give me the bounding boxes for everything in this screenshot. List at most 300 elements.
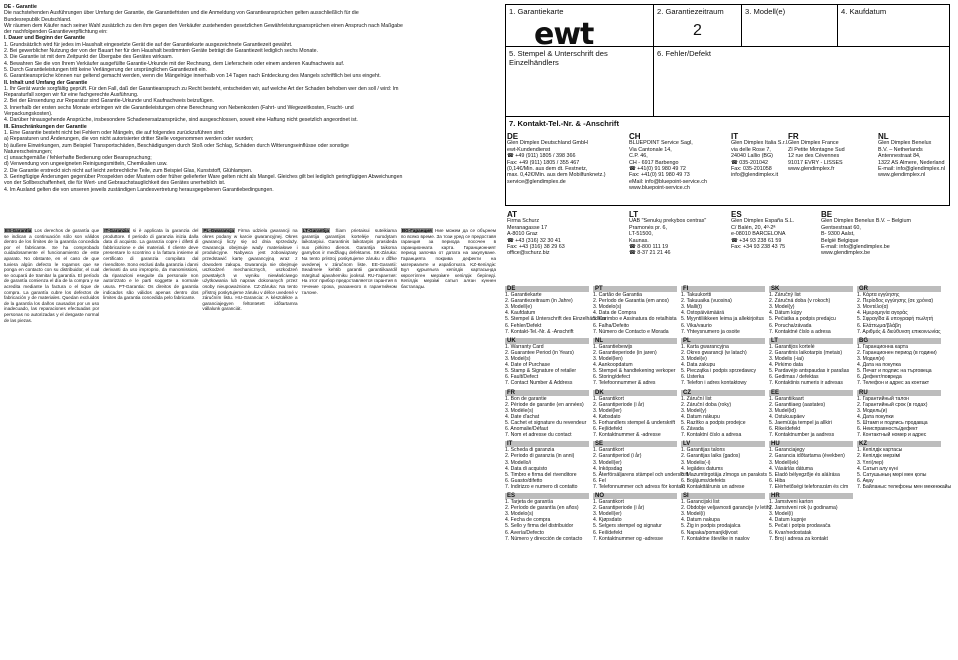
distributor-line: Glen Dimplex España S.L. — [731, 218, 795, 225]
language-legend-item: 3. Modelis(-i) — [681, 459, 711, 466]
language-legend-item: 7. Kontaktnummer og -adresse — [593, 535, 663, 542]
language-legend-item: 1. Кепілдік картасы — [857, 447, 903, 454]
distributor-line: Pramonės pr. 6, — [629, 224, 668, 231]
language-legend-column — [681, 283, 772, 542]
language-legend-item: 2. Garantiperiode (i år) — [593, 505, 645, 512]
language-code-header: NL — [593, 338, 677, 344]
warranty-line: von der Sollbeschaffenheit, die für Wert- und Gebrauchstauglichkeit des Gerätes unerheblich ist. — [4, 180, 226, 187]
language-legend-item: 5. Forhandlers stempel & underskrift — [593, 419, 676, 426]
distributor-country-code: BE — [821, 210, 833, 219]
language-legend-item: 2. Guarantee Period (in Years) — [505, 349, 574, 356]
distributor-line: Glen Dimplex Italia S.r.l. — [731, 140, 789, 147]
form-label-retailer-stamp: 5. Stempel & Unterschrift des Einzelhändlers — [509, 49, 608, 67]
language-column — [202, 228, 297, 658]
language-legend-item: 5. Stempel & handtekening verkoper — [593, 368, 676, 375]
language-legend-item: 6. Feil/defekt — [593, 529, 623, 536]
language-legend-item: 5. Eladó bélyegzője és aláírása — [769, 471, 840, 478]
language-legend-item: 1. Garanciajegy — [769, 447, 805, 454]
language-legend-item: 3. Modelo(s) — [593, 304, 622, 311]
distributor-line: ☎ +49 (911) 1805 / 398 366 — [507, 153, 576, 160]
warranty-line: Wir räumen dem Käufer nach seiner Wahl zusätzlich zu den ihm gegen den Verkäufer zustehenden gesetzlichen Gewährleistungsansprüchen einen Anspruch nach Maßgabe — [4, 22, 403, 29]
language-legend-item: 6. Vika/vaurio — [681, 322, 712, 329]
language-legend-item: 4. Ημερομηνία αγοράς — [857, 310, 908, 317]
language-legend-item: 6. Ελάττωμα/βλάβη — [857, 322, 901, 329]
warranty-line: d) Verwendung von ungeeigneten Reinigungsmitteln, Chemikalien usw. — [4, 161, 168, 168]
language-legend-item: 6. Неисправность/дефект — [857, 426, 918, 433]
language-legend-item: 7. Kontaktnummer & -adresse — [593, 432, 661, 439]
language-legend-item: 4. Kaufdatum — [505, 310, 536, 317]
language-legend-item: 1. Záručný list — [769, 292, 801, 299]
language-legend-item: 1. Scheda di garanzia — [505, 447, 555, 454]
language-legend-item: 3. Model(e) — [681, 356, 707, 363]
warranty-line: b) äußere Einwirkungen, zum Beispiel Transportschäden, Beschädigungen durch Stoß oder Schlag, Schäden durch Witterungseinflüsse oder sonstige — [4, 142, 349, 149]
language-legend-item: 3. Model(i) — [769, 511, 794, 518]
language-legend-item: 6. Rike/defekt — [769, 426, 801, 433]
language-code-header: PL — [681, 338, 765, 344]
language-legend-item: 5. Stempel & Unterschrift des Einzelhändlers — [505, 316, 607, 323]
language-legend-item: 2. Garantinis laikotarpis (metais) — [769, 349, 843, 356]
language-legend-item: 2. Περίοδος εγγύησης (σε χρόνια) — [857, 298, 934, 305]
language-legend-item: 6. Anomalie/Défaut — [505, 426, 549, 433]
language-legend-item: 2. Záručná doba (v rokoch) — [769, 298, 831, 305]
distributor-line: Via Cantonale 14, — [629, 146, 672, 153]
language-legend-item: 6. Kvar/nedostatak — [769, 529, 812, 536]
language-legend-item: 4. Inköpsdag — [593, 465, 623, 472]
language-legend-item: 2. Takuuaika (vuosina) — [681, 298, 732, 305]
warranty-line: 4. Bewahren Sie die von Ihrem Verkäufer ausgefüllte Garantie-Urkunde mit der Rechnung, dem Lieferschein oder einem anderen Kaufnachweis auf. — [4, 60, 345, 67]
warranty-line: 3. Die Garantie ist mit dem Zeitpunkt der Übergabe des Gerätes wirksam. — [4, 54, 173, 61]
language-legend-item: 6. Ақау — [857, 477, 874, 484]
warranty-line: Bundesrepublik Deutschland. — [4, 16, 72, 23]
form-cell-warranty-card[interactable] — [506, 5, 654, 52]
distributor-line: BLUEPOINT Service Sagl, — [629, 140, 693, 147]
language-legend-item: 2. Periodo di garanzia (in anni) — [505, 453, 575, 460]
language-legend-item: 4. Ostukuupäev — [769, 413, 805, 420]
distributor-line: service@glendimplex.de — [507, 178, 566, 185]
language-legend-item: 6. Bojājums/defekts — [681, 477, 726, 484]
language-legend-item: 1. Jamstveni karton — [769, 499, 814, 506]
language-legend-item: 1. Garantijas talons — [681, 447, 725, 454]
distributor-country-code: IT — [731, 132, 739, 141]
language-legend-item: 4. Date d'achat — [505, 413, 540, 420]
language-legend-item: 5. Carimbo e Assinatura do retalhista — [593, 316, 677, 323]
language-legend-item: 6. Fehler/Defekt — [505, 322, 542, 329]
warranty-line: Naturerscheinungen; — [4, 148, 53, 155]
language-legend-item: 4. Vásárlás dátuma — [769, 465, 813, 472]
language-code-header: RU — [857, 390, 941, 396]
language-legend-item: 4. Iegādes datums — [681, 465, 723, 472]
language-legend-item: 3. Модель(и) — [857, 407, 888, 414]
form-cell-fault[interactable] — [654, 47, 949, 117]
language-code-header: FR — [505, 390, 589, 396]
warranty-line: der nachfolgenden Garantieverpflichtung ein: — [4, 29, 108, 36]
distributors-row-1 — [507, 134, 958, 192]
language-code-header: PT — [593, 286, 677, 292]
language-code-header: UK — [505, 338, 589, 344]
distributor-line: www.glendimplex.nl — [878, 172, 926, 179]
distributor-line: e-08010 BARCELONA — [731, 231, 786, 238]
warranty-title: DE - Garantie — [4, 4, 37, 10]
warranty-line: 4. Im Ausland gelten die von unseren jeweils zuständigen Landesvertretung herausgegebenen Garantiebedingungen. — [4, 186, 274, 193]
language-legend-item: 2. Garantiperiod (i år) — [593, 453, 642, 460]
distributor-be — [821, 212, 956, 257]
language-legend-item: 1. Garantikort — [593, 447, 624, 454]
form-cell-purchase-date[interactable] — [838, 5, 949, 47]
language-column — [302, 228, 397, 658]
warranty-line: 4. Darüber hinausgehende Ansprüche, insbesondere Schadenersatzansprüche, sind ausgeschlossen, soweit eine Haftung nicht gesetzlich angeordnet ist. — [4, 117, 358, 124]
distributor-line: ☎ 035-201042 — [731, 159, 768, 166]
distributor-line: Antennestraat 84, — [878, 153, 921, 160]
language-legend-item: 7. Контактный номер и адрес — [857, 432, 927, 439]
language-legend-item: 7. Indirizzo e numero di contatto — [505, 483, 578, 490]
language-legend-item: 7. Kontakt-Tel.-Nr. & -Anschrift — [505, 328, 574, 335]
language-column-tag: LT-Garantija — [302, 228, 330, 233]
form-cell-models[interactable] — [742, 5, 838, 47]
language-legend-item: 2. Período de garantía (en años) — [505, 505, 579, 512]
distributor-line: info@glendimplex.it — [731, 172, 779, 179]
distributor-country-code: CH — [629, 132, 641, 141]
language-legend-item: 7. Número de Contacto e Morada — [593, 328, 669, 335]
language-column — [401, 228, 496, 658]
warranty-line: 6. Garantieansprüche können nur geltend gemacht werden, wenn die Mängelrüge innerhalb von 14 Tagen nach Entdeckung des Mangels schriftlich bei uns eingeht. — [4, 73, 381, 80]
distributor-line: CH - 6917 Barbengo — [629, 159, 679, 166]
language-legend-item: 5. Pečiatka a podpis predajcu — [769, 316, 836, 323]
language-legend-item: 6. Napaka/pomanjkljivost — [681, 529, 738, 536]
language-column-text: Ние можем да се обърнем по всяко време. За този уред се предоставя гаранция за периода посочен в гаранционната карта. Гаранционният период започва от датата на закупуване. Гаранцията покрива дефекти на материалите и изработката. KZ-Кепілдік: Бұл құрылғыға кепілдік картасында көрсетілген мерзімге кепілдік беріледі. Кепілдік мерзімі сатып алған күннен басталады. — [400, 228, 497, 289]
language-legend-item: 1. Garantiekarte — [505, 292, 542, 299]
language-legend-column — [769, 283, 853, 542]
language-legend-item: 7. Αριθμός & διεύθυνση επικοινωνίας — [857, 328, 941, 335]
language-legend-item: 2. Período de Garantia (em anos) — [593, 298, 669, 305]
warranty-line: 2. Bei gewerblicher Nutzung der von der Bauart her für den Haushalt bestimmten Geräte beträgt die Garantiezeit lediglich sechs Monate. — [4, 48, 319, 55]
language-legend-item: 5. Pardavėjo antspaudas ir parašas — [769, 368, 850, 375]
language-legend-item: 4. Pirkimo data — [769, 362, 803, 369]
language-legend-item: 3. Үлгі(лер) — [857, 459, 884, 466]
distributor-country-code: NL — [878, 132, 889, 141]
language-legend-item: 5. Pečat i potpis prodavača — [769, 523, 831, 530]
distributor-line: eMail: info@bluepoint-service.ch — [629, 178, 707, 185]
language-legend-item: 4. Dátum kúpy — [769, 310, 802, 317]
language-legend-item: 4. Сатып алу күні — [857, 465, 898, 472]
form-label-models: 3. Modell(e) — [745, 7, 786, 16]
language-legend-item: 1. Cartão de Garantia — [593, 292, 642, 299]
form-label-purchase-date: 4. Kaufdatum — [841, 7, 887, 16]
language-legend-item: 3. Model(s) — [505, 356, 531, 363]
language-legend-item: 6. Guasto/difetto — [505, 477, 543, 484]
language-legend-item: 1. Гарантийный талон — [857, 395, 909, 402]
language-legend-item: 2. Période de garantie (en années) — [505, 401, 584, 408]
language-code-header: GR — [857, 286, 941, 292]
language-code-header: LT — [769, 338, 853, 344]
distributor-line: 24040 Lallio (BG) — [731, 153, 773, 160]
language-column-text: Los derechos de garantía que se indican a continuación sólo son válidos dentro de los límites de la garantía concedida por el fabricante. Se ha comprobado cuidadosamente el funcionamiento de este aparato. No obstante, en el caso de que tuviera algún defecto le rogamos que se ponga en contacto con su distribuidor, el cual se ocupará de tramitar la garantía. El período de garantía comienza el día de la compra y se acredita mediante la factura o el tique de compra. La garantía cubre los defectos de fabricación y de materiales. Quedan excluidos de la garantía los daños causados por un uso inadecuado, las reparaciones efectuadas por personas no autorizadas y el desgaste normal de las piezas. — [4, 228, 100, 323]
distributor-line: LT-51500, — [629, 231, 653, 238]
distributor-line: max. 0,42€/Min. aus dem Mobilfunknetz.) — [507, 172, 606, 179]
language-column-tag: PL-Gwarancja — [203, 228, 235, 233]
warranty-line: Die nachstehenden Ausführungen über Umfang der Garantie, die Garantiefristen und die Anmeldung von Garantieansprüchen gelten ausschließlich für die — [4, 10, 359, 17]
language-code-header: ES — [505, 493, 589, 499]
language-legend-item: 1. Garantijos kortelė — [769, 343, 815, 350]
warranty-line: 3. Geringfügige Änderungen gegenüber Prospekten oder Mustern oder früher gelieferter Ware gelten nicht als Mangel. Gleiches gilt bei lediglich geringfügigen Abweichungen — [4, 174, 403, 181]
distributor-nl — [878, 134, 958, 192]
distributor-line: C/ Balén, 20, 4º-2ª — [731, 224, 776, 231]
language-legend-item: 3. Model(i) — [681, 511, 706, 518]
warranty-line: 2. Die Garantie erstreckt sich nicht auf leicht zerbrechliche Teile, zum Beispiel Glas, Kunststoff, Glühlampen. — [4, 167, 253, 174]
warranty-line: II. Inhalt und Umfang der Garantie — [4, 79, 88, 86]
language-legend-item: 5. Sello y firma del distribuidor — [505, 523, 574, 530]
warranty-line: 1. Eine Garantie besteht nicht bei Fehlern oder Mängeln, die auf folgendes zurückzuführen sind: — [4, 129, 225, 136]
language-column-text: si è applicata la garanzia del produttore. Il periodo di garanzia inizia dalla data di acquisto. La garanzia copre i difetti di fabbricazione e dei materiali. Il cliente deve presentare lo scontrino o la fattura insieme al certificato di garanzia compilato dal rivenditore. Sono esclusi dalla garanzia i danni derivanti da uso improprio, da manomissioni, da riparazioni eseguite da personale non autorizzato e le parti soggette a normale usura. PT-Garantia: Os direitos de garantia indicados são válidos apenas dentro dos limites da garantia concedida pelo fabricante. — [103, 228, 199, 301]
language-legend-item: 1. Garantiikaart — [769, 395, 804, 402]
language-code-header: SI — [681, 493, 765, 499]
distributor-it — [731, 134, 788, 192]
language-legend-item: 4. Kjøpsdato — [593, 517, 622, 524]
language-legend-item: 1. Takuukortti — [681, 292, 712, 299]
distributor-line: B.V. – Netherlands — [878, 146, 923, 153]
ewt-logo: ewt — [534, 17, 594, 52]
language-legend-item: 2. Garantieperiode (in jaren) — [593, 349, 657, 356]
language-legend-item: 6. Porucha/závada — [769, 322, 812, 329]
distributor-de — [507, 134, 629, 192]
language-legend-item: 7. Байланыс телефоны мен мекенжайы — [857, 483, 952, 490]
distributor-line: ☎ 8-800 111 19 — [629, 244, 669, 251]
language-code-header: IT — [505, 441, 589, 447]
language-legend-item: 3. Modell(er) — [593, 459, 622, 466]
language-legend-item: 4. Data zakupu — [681, 362, 716, 369]
distributor-line: www.bluepoint-service.ch — [629, 185, 690, 192]
language-legend-item: 4. Datum kupnje — [769, 517, 807, 524]
distributor-line: 12 rue des Cévennes — [788, 153, 840, 160]
warranty-text-block — [4, 4, 496, 193]
language-legend-item: 3. Model(y) — [681, 407, 707, 414]
language-legend-item: 6. Fel — [593, 477, 606, 484]
language-legend-item: 1. Garantikort — [593, 395, 624, 402]
language-legend-item: 2. Garantiezeitraum (in Jahre) — [505, 298, 573, 305]
language-legend-item: 2. Кепілдік мерзімі — [857, 453, 901, 460]
language-legend-item: 7. Yhteysnumero ja osoite — [681, 328, 740, 335]
language-legend-item: 5. Pieczątka i podpis sprzedawcy — [681, 368, 757, 375]
language-code-header: DK — [593, 390, 677, 396]
language-legend-item: 4. Data de Compra — [593, 310, 637, 317]
distributor-line: ☎ +34 93 238 61 59 — [731, 237, 782, 244]
language-legend-item: 4. Datum nákupu — [681, 413, 720, 420]
language-legend-item: 2. Okres gwarancji (w latach) — [681, 349, 747, 356]
distributor-line: 91017 EVRY - LISSES — [788, 159, 843, 166]
language-legend-item: 6. Gedimas / defektas — [769, 374, 819, 381]
language-legend-item: 7. Kontaktinis numeris ir adresas — [769, 380, 843, 387]
warranty-line: c) unsachgemäße / fehlerhafte Bedienung oder Beanspruchung; — [4, 155, 152, 162]
language-legend-item: 6. Avería/Defecto — [505, 529, 544, 536]
multilingual-columns — [4, 228, 496, 658]
form-label-warranty-card: 1. Garantiekarte — [509, 7, 564, 16]
language-legend-item: 1. Гаранционна карта — [857, 343, 908, 350]
distributor-line: België Belgique — [821, 237, 859, 244]
language-legend-item: 7. Broj i adresa za kontakt — [769, 535, 828, 542]
language-legend-item: 6. Дефект/повреда — [857, 374, 902, 381]
distributor-line: 1322 AS Almere, Nederland — [878, 159, 945, 166]
language-legend-item: 7. Contact Number & Address — [505, 380, 573, 387]
language-legend-item: 1. Garantiebewijs — [593, 343, 633, 350]
language-column-tag: IT-Garanzia — [104, 228, 129, 233]
distributor-line: Gentsestraat 60, — [821, 224, 861, 231]
language-legend-item: 4. Datum nakupa — [681, 517, 720, 524]
language-code-header: BG — [857, 338, 941, 344]
language-legend-item: 5. Jaemüüja tempel ja allkiri — [769, 419, 832, 426]
language-legend-item: 2. Garantiperiode (i år) — [593, 401, 645, 408]
distributor-lt — [629, 212, 731, 257]
warranty-line: 2. Bei der Einsendung zur Reparatur sind Garantie-Urkunde und Kaufnachweis beizufügen. — [4, 98, 214, 105]
distributor-line: ☎ 8-37 21 21 46 — [629, 250, 671, 257]
language-legend-item: 4. Købsdato — [593, 413, 621, 420]
language-legend-item: 3. Model(y) — [769, 304, 795, 311]
language-legend-item: 1. Karta gwarancyjna — [681, 343, 729, 350]
distributor-es — [731, 212, 821, 257]
language-legend-item: 4. Дата на покупка — [857, 362, 901, 369]
language-legend-item: 4. Fecha de compra — [505, 517, 551, 524]
language-legend-item: 3. Modell(er) — [593, 511, 622, 518]
warranty-line: 1. Grundsätzlich wird für jedes im Haushalt eingesetzte Gerät die auf der Garantiekarte ausgezeichnete Garantiezeit gewährt. — [4, 41, 293, 48]
language-code-header: FI — [681, 286, 765, 292]
language-code-header: DE — [505, 286, 589, 292]
language-code-header: SK — [769, 286, 853, 292]
language-legend-item: 6. Hiba — [769, 477, 786, 484]
language-legend-item: 3. Модел(и) — [857, 356, 885, 363]
warranty-line: 1. Ihr Gerät wurde sorgfältig geprüft. Für den Fall, daß der Garantieanspruch zu Recht besteht, entscheiden wir, auf welche Art der Schaden behoben wer den soll / wird: Im — [4, 85, 399, 92]
form-cell-retailer-stamp[interactable] — [506, 47, 654, 117]
form-cell-guarantee-period[interactable] — [654, 5, 742, 47]
language-legend-item: 3. Modelis (-iai) — [769, 356, 804, 363]
distributor-line: Fax: 035-201058 — [731, 166, 772, 173]
language-legend-item: 7. Kontaktní číslo a adresa — [681, 432, 742, 439]
guarantee-period-value: 2 — [693, 22, 702, 39]
distributor-line: Glen Dimplex Benelux — [878, 140, 932, 147]
language-legend-item: 4. Ostopäivämäärä — [681, 310, 725, 317]
language-legend-item: 5. Myyntiliikkeen leima ja allekirjoitus — [681, 316, 764, 323]
language-legend-item: 1. Garancijski list — [681, 499, 720, 506]
language-legend-item: 5. Печат и подпис на търговеца — [857, 368, 932, 375]
warranty-line: Reparaturfall sorgen wir für eine fachgerechte Ausführung. — [4, 92, 139, 99]
language-column-tag: BG-Гаранция — [401, 228, 432, 233]
language-legend-item: 3. Modelo(s) — [505, 511, 534, 518]
distributor-line: Meranagasse 17 — [507, 224, 548, 231]
language-legend-item: 7. Kontaktne številke in naslov — [681, 535, 750, 542]
distributor-line: Fax: +34 93 238 43 75 — [731, 244, 786, 251]
language-legend-item: 2. Garantiiaeg (aastates) — [769, 401, 826, 408]
language-legend-item: 6. Závada — [681, 426, 704, 433]
language-legend-item: 2. Гаранционен период (в години) — [857, 349, 937, 356]
language-code-header: CZ — [681, 390, 765, 396]
language-legend-item: 4. Date of Purchase — [505, 362, 551, 369]
distributor-line: via delle Rose 7, — [731, 146, 771, 153]
language-legend-item: 5. Mazumtirgotāja zīmogs un paraksts — [681, 471, 768, 478]
language-column-text: Šiam prietaisui suteikiama garantija garantijos kortelėje nurodytam laikotarpiui. Garantinis laikotarpis prasideda nuo pirkimo dienos. Garantija taikoma gamybos ir medžiagų defektams. SK-Záruka: Na tento prístroj poskytujeme záruku v dĺžke uvedenej v záručnom liste. EE-Garantii: Seadmele kehtib garantii garantiikaardil märgitud ajavahemiku jooksul. RU-Гарантия: На этот прибор предоставляется гарантия в течение срока, указанного в гарантийном талоне. — [301, 228, 397, 295]
language-legend-item: 1. Záruční list — [681, 395, 712, 402]
distributor-line: Fax: +49 (911) 1805 / 355 467 — [507, 159, 580, 166]
distributor-country-code: LT — [629, 210, 639, 219]
distributor-line: www.glendimplex.be — [821, 250, 871, 257]
language-legend-item: 2. Гарантийный срок (в годах) — [857, 401, 928, 408]
form-label-contact: 7. Kontakt-Tel.-Nr. & -Anschrift — [509, 119, 619, 128]
form-label-guarantee-period: 2. Garantiezeitraum — [657, 7, 724, 16]
language-legend-item: 1. Κάρτα εγγύησης — [857, 292, 900, 299]
distributor-line: Glen Dimplex Deutschland GmbH — [507, 140, 588, 147]
language-legend-item: 4. Дата покупки — [857, 413, 894, 420]
language-legend-item: 6. Storing/defect — [593, 374, 631, 381]
language-legend-item: 5. Timbro e firma del rivenditore — [505, 471, 577, 478]
distributor-line: ZI Petite Montagne Sud — [788, 146, 845, 153]
language-legend-item: 3. Model(ler) — [593, 407, 622, 414]
distributor-country-code: ES — [731, 210, 742, 219]
warranty-line: Verpackungskosten). — [4, 111, 53, 118]
language-legend-item: 5. Cachet et signature du revendeur — [505, 419, 587, 426]
language-legend-item: 3. Model(len) — [593, 356, 623, 363]
language-legend-item: 7. Telefoonnummer & adres — [593, 380, 656, 387]
distributor-line: UAB "Senukų prekybos centras" — [629, 218, 707, 225]
distributor-ch — [629, 134, 731, 192]
distributor-line: B- 9300 Aalst, — [821, 231, 855, 238]
language-legend-item: 6. Fault/Defect — [505, 374, 539, 381]
language-legend-item: 5. Σφραγίδα & υπογραφή πωλητή — [857, 316, 934, 323]
distributor-line: www.glendimplex.fr — [788, 166, 835, 173]
language-legend-item: 7. Telefon i adres kontaktowy — [681, 380, 747, 387]
language-code-header: HU — [769, 441, 853, 447]
language-legend-item: 1. Garantikort — [593, 499, 624, 506]
warranty-line: 3. Innerhalb der ersten sechs Monate erbringen wir die Garantieleistungen ohne Berechnung von Nebenkosten (Fahrt- und Wegezeitkosten, Fracht- und — [4, 104, 354, 111]
language-legend-item: 5. Stamp & Signature of retailer — [505, 368, 577, 375]
language-legend-item: 3. Modello/i — [505, 459, 532, 466]
distributor-at — [507, 212, 629, 257]
warranty-line: 5. Durch Garantieleistungen tritt keine Verlängerung der ursprünglichen Garantiezeit ein. — [4, 66, 208, 73]
distributor-line: E-mail: info@glendimplex.be — [821, 244, 890, 251]
language-legend-item: 2. Garantijas laiks (gados) — [681, 453, 741, 460]
distributor-fr — [788, 134, 878, 192]
language-legend-item: 6. Fejl/defekt — [593, 426, 623, 433]
language-code-header: LV — [681, 441, 765, 447]
language-legend-item: 7. Nom et adresse du contact — [505, 432, 572, 439]
language-code-header: EE — [769, 390, 853, 396]
language-column-tag: ES-Garantía — [5, 228, 32, 233]
language-legend-item: 7. Kontaktnumber ja aadress — [769, 432, 835, 439]
language-legend-item: 7. Телефон и адрес за контакт — [857, 380, 930, 387]
language-legend-item: 6. Usterka — [681, 374, 705, 381]
language-legend-item: 3. Μοντέλο(α) — [857, 304, 889, 311]
language-legend-item: 7. Elérhetőségi telefonszám és cím — [769, 483, 849, 490]
language-column-text: Firma udziela gwarancji na okres podany w karcie gwarancyjnej. Okres gwarancji liczy się od dnia sprzedaży. Gwarancja obejmuje wady materiałowe i produkcyjne. Nabywca jest zobowiązany przedstawić kartę gwarancyjną wraz z dowodem zakupu. Gwarancja nie obejmuje uszkodzeń mechanicznych, uszkodzeń powstałych w wyniku niewłaściwego użytkowania lub napraw dokonanych przez osoby nieupoważnione. CZ-Záruka: Na tento přístroj poskytujeme záruku v délce uvedené v záručním listu. HU-Garancia: A készülékre a garanciajegyen feltüntetett időtartamra vállalunk garanciát. — [202, 228, 298, 312]
distributor-line: E-mail: info@glendimplex.nl — [878, 166, 945, 173]
distributor-line: ☎ +41(0) 91 980 49 72 — [629, 166, 686, 173]
language-legend-item: 2. Záruční doba (roky) — [681, 401, 732, 408]
distributor-line: C.P. 46, — [629, 153, 648, 160]
language-legend-column — [857, 283, 952, 490]
language-legend-item: 3. Malli(t) — [681, 304, 702, 311]
language-legend-item: 5. Žig in podpis prodajalca — [681, 523, 741, 530]
language-legend-item: 4. Aankoopdatum — [593, 362, 633, 369]
language-code-header: NO — [593, 493, 677, 499]
distributor-line: Fax: +43 (316) 38 29 63 — [507, 244, 565, 251]
distributor-line: office@schurz.biz — [507, 250, 550, 257]
language-legend-item: 3. Modell(ek) — [769, 459, 799, 466]
distributor-line: Glen Dimplex Benelux B.V. – Belgium — [821, 218, 911, 225]
language-legend-item: 5. Штамп и подпись продавца — [857, 419, 928, 426]
distributor-country-code: FR — [788, 132, 799, 141]
language-legend-item: 5. Återförsäljarens stämpel och underskrift — [593, 471, 689, 478]
language-legend-item: 7. Telefonnummer och adress för kontakt — [593, 483, 686, 490]
language-legend-item: 5. Selgers stempel og signatur — [593, 523, 662, 530]
form-label-fault: 6. Fehler/Defekt — [657, 49, 712, 58]
warranty-line: a) Reparaturen und Änderungen, die von nicht autorisierter dritter Stelle vorgenommen werden oder wurden; — [4, 136, 254, 143]
language-legend-item: 2. Obdobje veljavnosti garancije (v letih) — [681, 505, 772, 512]
form-cell-contact — [506, 117, 949, 133]
